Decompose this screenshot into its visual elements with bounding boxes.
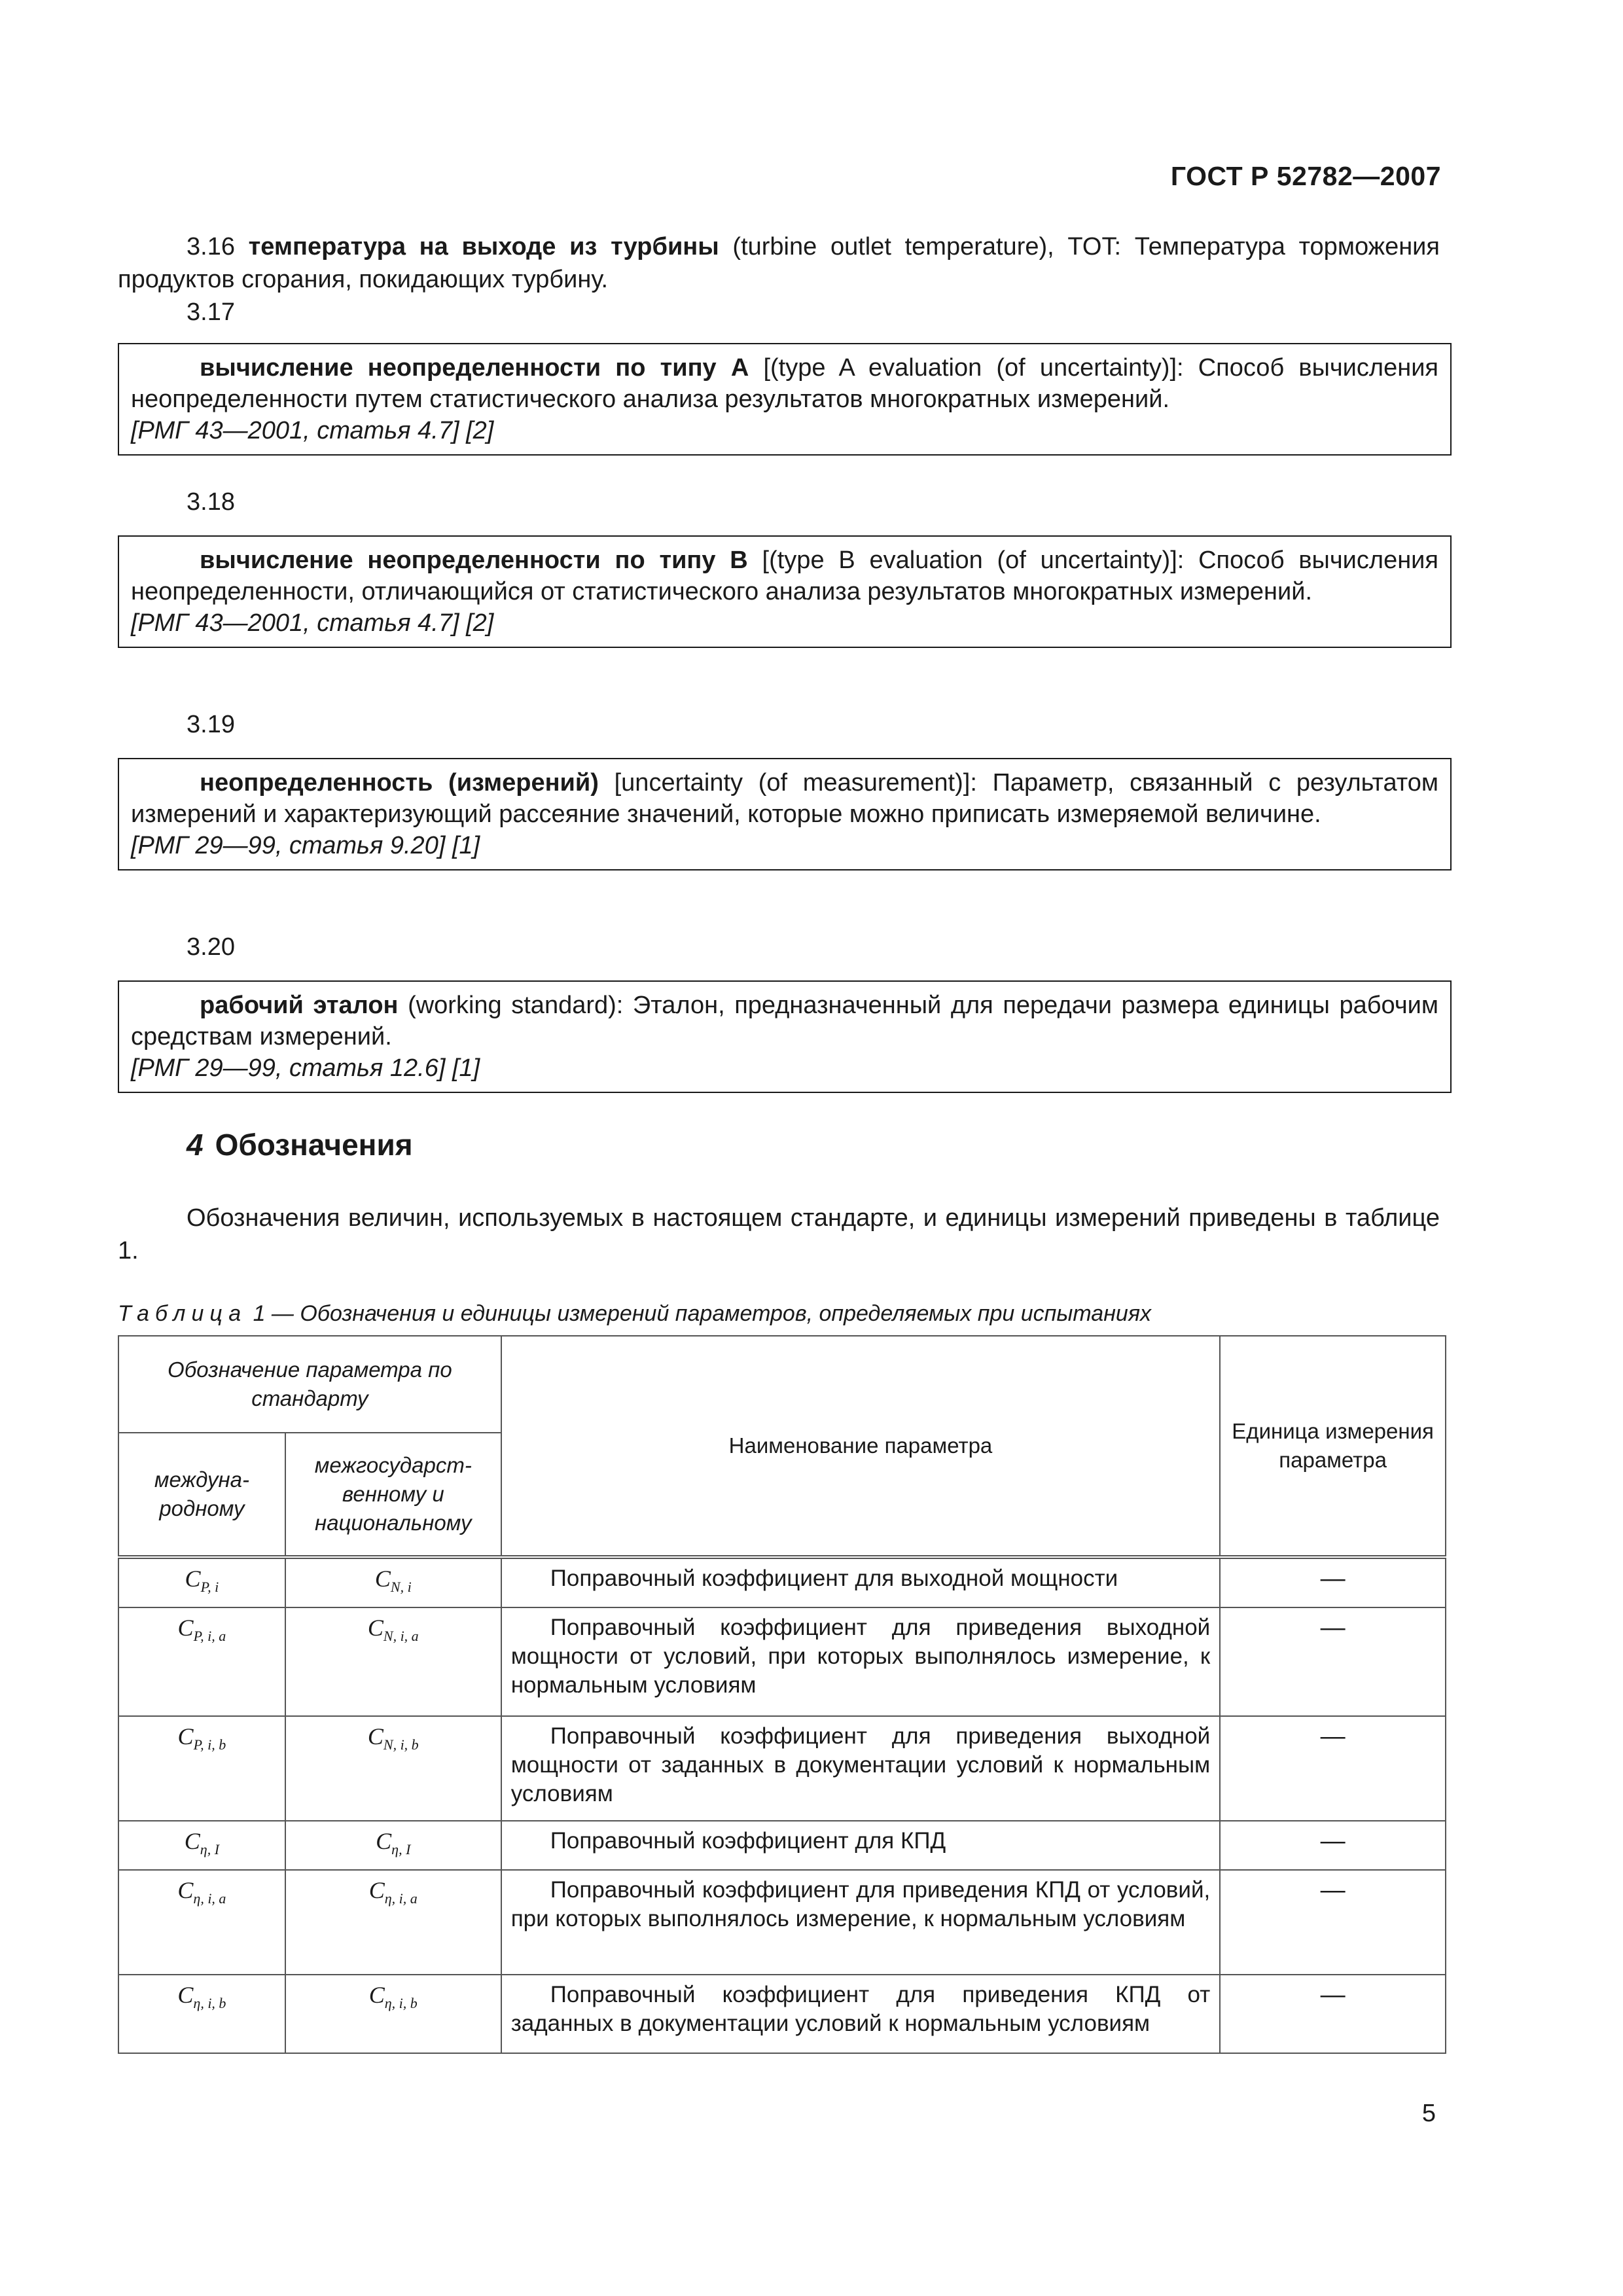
symbol-base: C xyxy=(368,1982,385,2009)
term-name: рабочий эталон xyxy=(200,992,399,1019)
table-caption-prefix: Таблица xyxy=(118,1301,247,1326)
page-number: 5 xyxy=(1421,2100,1436,2127)
symbol-subscript: η, i, a xyxy=(384,1890,418,1907)
header-unit: Единица измерения параметра xyxy=(1220,1336,1446,1557)
term-text: [uncertainty (of measurement)]: Параметр, связанный с результатом измерений и характеризующий рассеяние значений, которые можно приписать измеряемой величине. xyxy=(131,769,1438,828)
parameter-unit: — xyxy=(1220,1557,1446,1607)
international-symbol xyxy=(118,1607,285,1716)
symbol-subscript: P, i xyxy=(200,1579,219,1596)
term-box-3-18 xyxy=(118,535,1452,648)
term-box-3-19 xyxy=(118,758,1452,870)
term-box-3-20 xyxy=(118,980,1452,1093)
international-symbol xyxy=(118,1975,285,2053)
section-number: 4 xyxy=(187,1128,204,1162)
international-symbol xyxy=(118,1821,285,1870)
clause-number-3-20: 3.20 xyxy=(187,933,235,961)
term-name: неопределенность (измерений) xyxy=(200,769,599,797)
term-definition xyxy=(131,545,1438,607)
parameter-name xyxy=(501,1821,1221,1870)
parameter-name-text: Поправочный коэффициент для приведения КПД от заданных в документации условий к нормальным условиям xyxy=(510,1982,1211,2037)
term-description: (turbine outlet temperature), TOT: Температура торможения продуктов сгорания, покидающих турбину. xyxy=(118,233,1440,293)
clause-number-3-17: 3.17 xyxy=(187,298,235,326)
symbol-subscript: N, i, b xyxy=(383,1736,419,1753)
symbol-subscript: N, i, a xyxy=(383,1628,419,1645)
national-symbol xyxy=(285,1607,501,1716)
parameter-name-text: Поправочный коэффициент для приведения выходной мощности от условий, при которых выполнялось измерение, к нормальным условиям xyxy=(510,1615,1211,1698)
term-definition xyxy=(131,767,1438,830)
term-definition xyxy=(131,990,1438,1052)
parameter-unit: — xyxy=(1220,1821,1446,1870)
symbol-base: C xyxy=(177,1982,194,2009)
parameter-name xyxy=(501,1557,1221,1607)
symbol-base: C xyxy=(185,1566,201,1592)
header-parameter-name: Наименование параметра xyxy=(501,1336,1221,1557)
symbol-subscript: η, I xyxy=(200,1841,220,1858)
table-row xyxy=(118,1870,1446,1975)
parameter-name xyxy=(501,1607,1221,1716)
table-row xyxy=(118,1716,1446,1821)
symbol-subscript: N, i xyxy=(390,1579,412,1596)
national-symbol xyxy=(285,1821,501,1870)
table-body xyxy=(118,1557,1446,2053)
parameter-name xyxy=(501,1975,1221,2053)
header-designation-group: Обозначение параметра по стандарту xyxy=(118,1336,501,1433)
table-caption-text: 1 — Обозначения и единицы измерений параметров, определяемых при испытаниях xyxy=(247,1301,1151,1326)
table-row xyxy=(118,1821,1446,1870)
national-symbol xyxy=(285,1557,501,1607)
table-caption xyxy=(118,1301,1151,1327)
national-symbol xyxy=(285,1975,501,2053)
parameter-name-text: Поправочный коэффициент для приведения выходной мощности от заданных в документации условий к нормальным условиям xyxy=(510,1723,1211,1807)
symbol-subscript: P, i, a xyxy=(193,1628,226,1645)
term-reference: [РМГ 43—2001, статья 4.7] [2] xyxy=(131,417,494,444)
section-heading xyxy=(187,1127,413,1162)
symbol-base: C xyxy=(184,1828,200,1855)
term-definition xyxy=(131,352,1438,415)
header-international: междуна-родному xyxy=(118,1433,285,1557)
parameter-name-text: Поправочный коэффициент для выходной мощности xyxy=(550,1566,1118,1591)
parameter-name-text: Поправочный коэффициент для КПД xyxy=(550,1828,946,1854)
term-name: температура на выходе из турбины xyxy=(248,233,719,260)
symbol-subscript: η, I xyxy=(391,1841,411,1858)
section-intro: Обозначения величин, используемых в настоящем стандарте, и единицы измерений приведены в таблице 1. xyxy=(118,1204,1440,1265)
international-symbol xyxy=(118,1716,285,1821)
term-name: вычисление неопределенности по типу А xyxy=(200,354,749,382)
term-reference: [РМГ 29—99, статья 9.20] [1] xyxy=(131,832,480,859)
parameter-name xyxy=(501,1870,1221,1975)
term-name: вычисление неопределенности по типу В xyxy=(200,547,748,574)
international-symbol xyxy=(118,1557,285,1607)
symbol-subscript: η, i, b xyxy=(193,1995,226,2012)
symbol-base: C xyxy=(368,1877,385,1904)
term-reference: [РМГ 43—2001, статья 4.7] [2] xyxy=(131,609,494,637)
symbol-subscript: η, i, a xyxy=(193,1890,226,1907)
symbol-base: C xyxy=(367,1723,383,1750)
symbol-base: C xyxy=(374,1566,391,1592)
header-national: межгосударст-венному и национальному xyxy=(285,1433,501,1557)
paragraph-3-16 xyxy=(118,230,1440,296)
clause-number-3-18: 3.18 xyxy=(187,488,235,516)
term-text: [(type A evaluation (of uncertainty)]: Способ вычисления неопределенности путем статистического анализа результатов многократных измерений. xyxy=(131,354,1438,413)
national-symbol xyxy=(285,1716,501,1821)
section-title: Обозначения xyxy=(215,1128,413,1162)
term-text: (working standard): Эталон, предназначенный для передачи размера единицы рабочим средствам измерений. xyxy=(131,992,1438,1050)
symbol-base: C xyxy=(177,1723,194,1750)
parameter-name xyxy=(501,1716,1221,1821)
term-box-3-17 xyxy=(118,343,1452,456)
table-row xyxy=(118,1975,1446,2053)
symbol-base: C xyxy=(177,1615,194,1641)
parameter-name-text: Поправочный коэффициент для приведения КПД от условий, при которых выполнялось измерение, к нормальным условиям xyxy=(510,1877,1211,1932)
symbol-subscript: P, i, b xyxy=(193,1736,226,1753)
designations-table xyxy=(118,1335,1446,2054)
symbol-subscript: η, i, b xyxy=(384,1995,418,2012)
symbol-base: C xyxy=(177,1877,194,1904)
table-row xyxy=(118,1557,1446,1607)
term-reference: [РМГ 29—99, статья 12.6] [1] xyxy=(131,1054,480,1082)
parameter-unit: — xyxy=(1220,1607,1446,1716)
international-symbol xyxy=(118,1870,285,1975)
symbol-base: C xyxy=(376,1828,392,1855)
clause-number: 3.16 xyxy=(187,233,235,260)
term-text: [(type B evaluation (of uncertainty)]: Способ вычисления неопределенности, отличающийся от статистического анализа результатов многократных измерений. xyxy=(131,547,1438,605)
national-symbol xyxy=(285,1870,501,1975)
table-row xyxy=(118,1607,1446,1716)
symbol-base: C xyxy=(367,1615,383,1641)
parameter-unit: — xyxy=(1220,1870,1446,1975)
clause-number-3-19: 3.19 xyxy=(187,711,235,738)
parameter-unit: — xyxy=(1220,1716,1446,1821)
parameter-unit: — xyxy=(1220,1975,1446,2053)
document-code: ГОСТ Р 52782—2007 xyxy=(1170,161,1441,191)
